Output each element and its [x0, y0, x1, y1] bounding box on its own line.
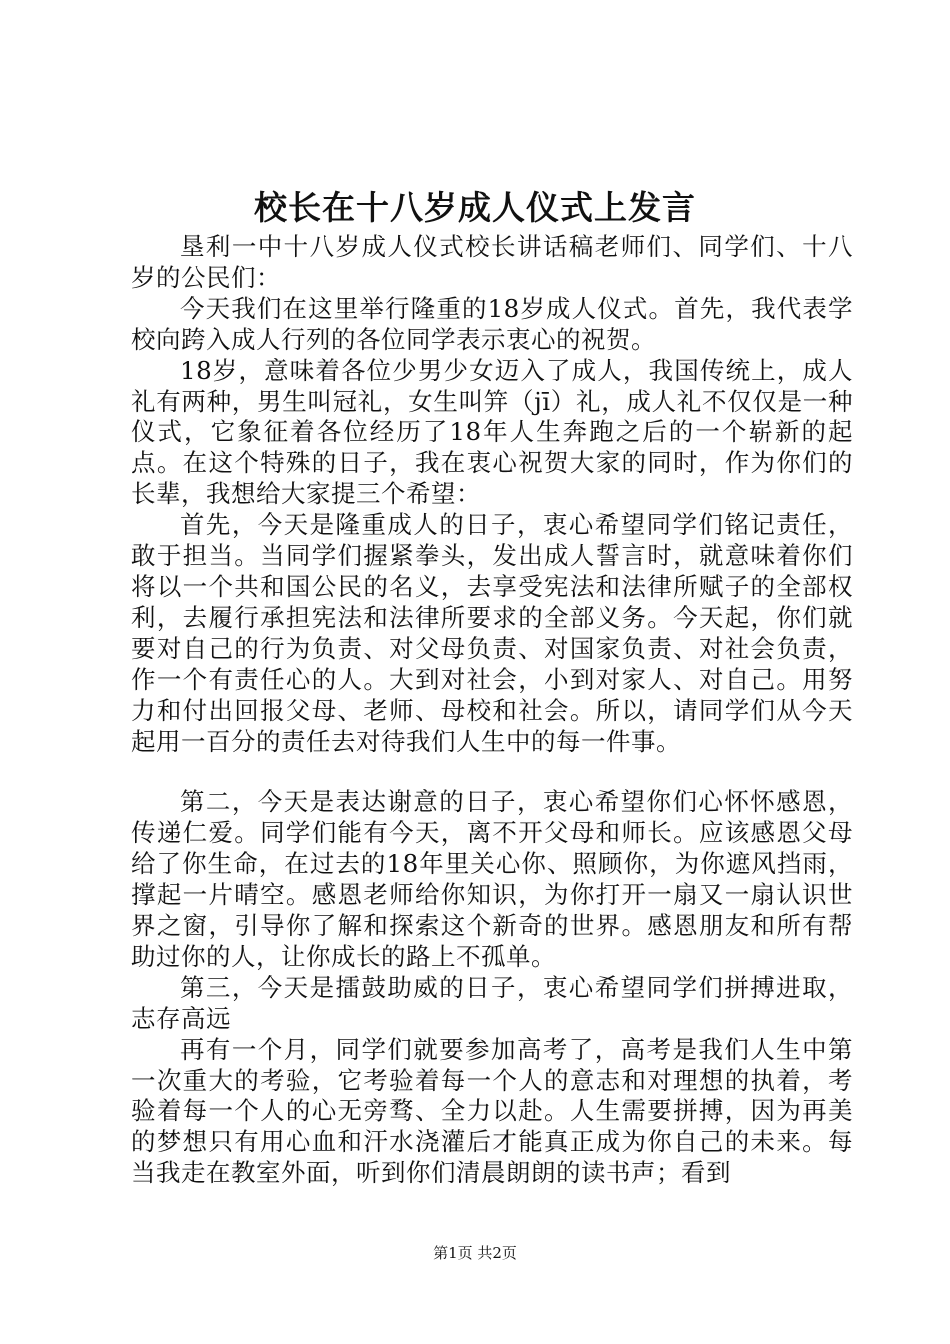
paragraph-hope-striving: 第三，今天是擂鼓助威的日子，衷心希望同学们拼搏进取，志存高远	[131, 972, 853, 1033]
paragraph-coming-of-age: 18岁，意味着各位少男少女迈入了成人，我国传统上，成人礼有两种，男生叫冠礼，女生叫笄（jī）礼，成人礼不仅仅是一种仪式，它象征着各位经历了18年人生奔跑之后的一个崭新的起点。在这个特殊的日子，我在衷心祝贺大家的同时，作为你们的长辈，我想给大家提三个希望：	[131, 355, 853, 509]
document-body	[131, 232, 853, 1189]
paragraph-congratulation: 今天我们在这里举行隆重的18岁成人仪式。首先，我代表学校向跨入成人行列的各位同学表示衷心的祝贺。	[131, 293, 853, 354]
paragraph-hope-responsibility: 首先，今天是隆重成人的日子，衷心希望同学们铭记责任，敢于担当。当同学们握紧拳头，发出成人誓言时，就意味着你们将以一个共和国公民的名义，去享受宪法和法律所赋子的全部权利，去履行承担宪法和法律所要求的全部义务。今天起，你们就要对自己的行为负责、对父母负责、对国家负责、对社会负责，作一个有责任心的人。大到对社会，小到对家人、对自己。用努力和付出回报父母、老师、母校和社会。所以，请同学们从今天起用一百分的责任去对待我们人生中的每一件事。	[131, 510, 853, 756]
paragraph-college-exam: 再有一个月，同学们就要参加高考了，高考是我们人生中第一次重大的考验，它考验着每一个人的意志和对理想的执着，考验着每一个人的心无旁骛、全力以赴。人生需要拼搏，因为再美的梦想只有用心血和汗水浇灌后才能真正成为你自己的未来。每当我走在教室外面，听到你们清晨朗朗的读书声；看到	[131, 1034, 853, 1188]
page-number-footer: 第1页 共2页	[433, 1244, 517, 1262]
paragraph-greeting: 垦利一中十八岁成人仪式校长讲话稿老师们、同学们、十八岁的公民们：	[131, 232, 853, 292]
paragraph-hope-gratitude: 第二，今天是表达谢意的日子，衷心希望你们心怀怀感恩，传递仁爱。同学们能有今天，离不开父母和师长。应该感恩父母给了你生命，在过去的18年里关心你、照顾你，为你遮风挡雨，撑起一片晴空。感恩老师给你知识，为你打开一扇又一扇认识世界之窗，引导你了解和探索这个新奇的世界。感恩朋友和所有帮助过你的人，让你成长的路上不孤单。	[131, 787, 853, 971]
document-title: 校长在十八岁成人仪式上发言	[254, 188, 696, 227]
